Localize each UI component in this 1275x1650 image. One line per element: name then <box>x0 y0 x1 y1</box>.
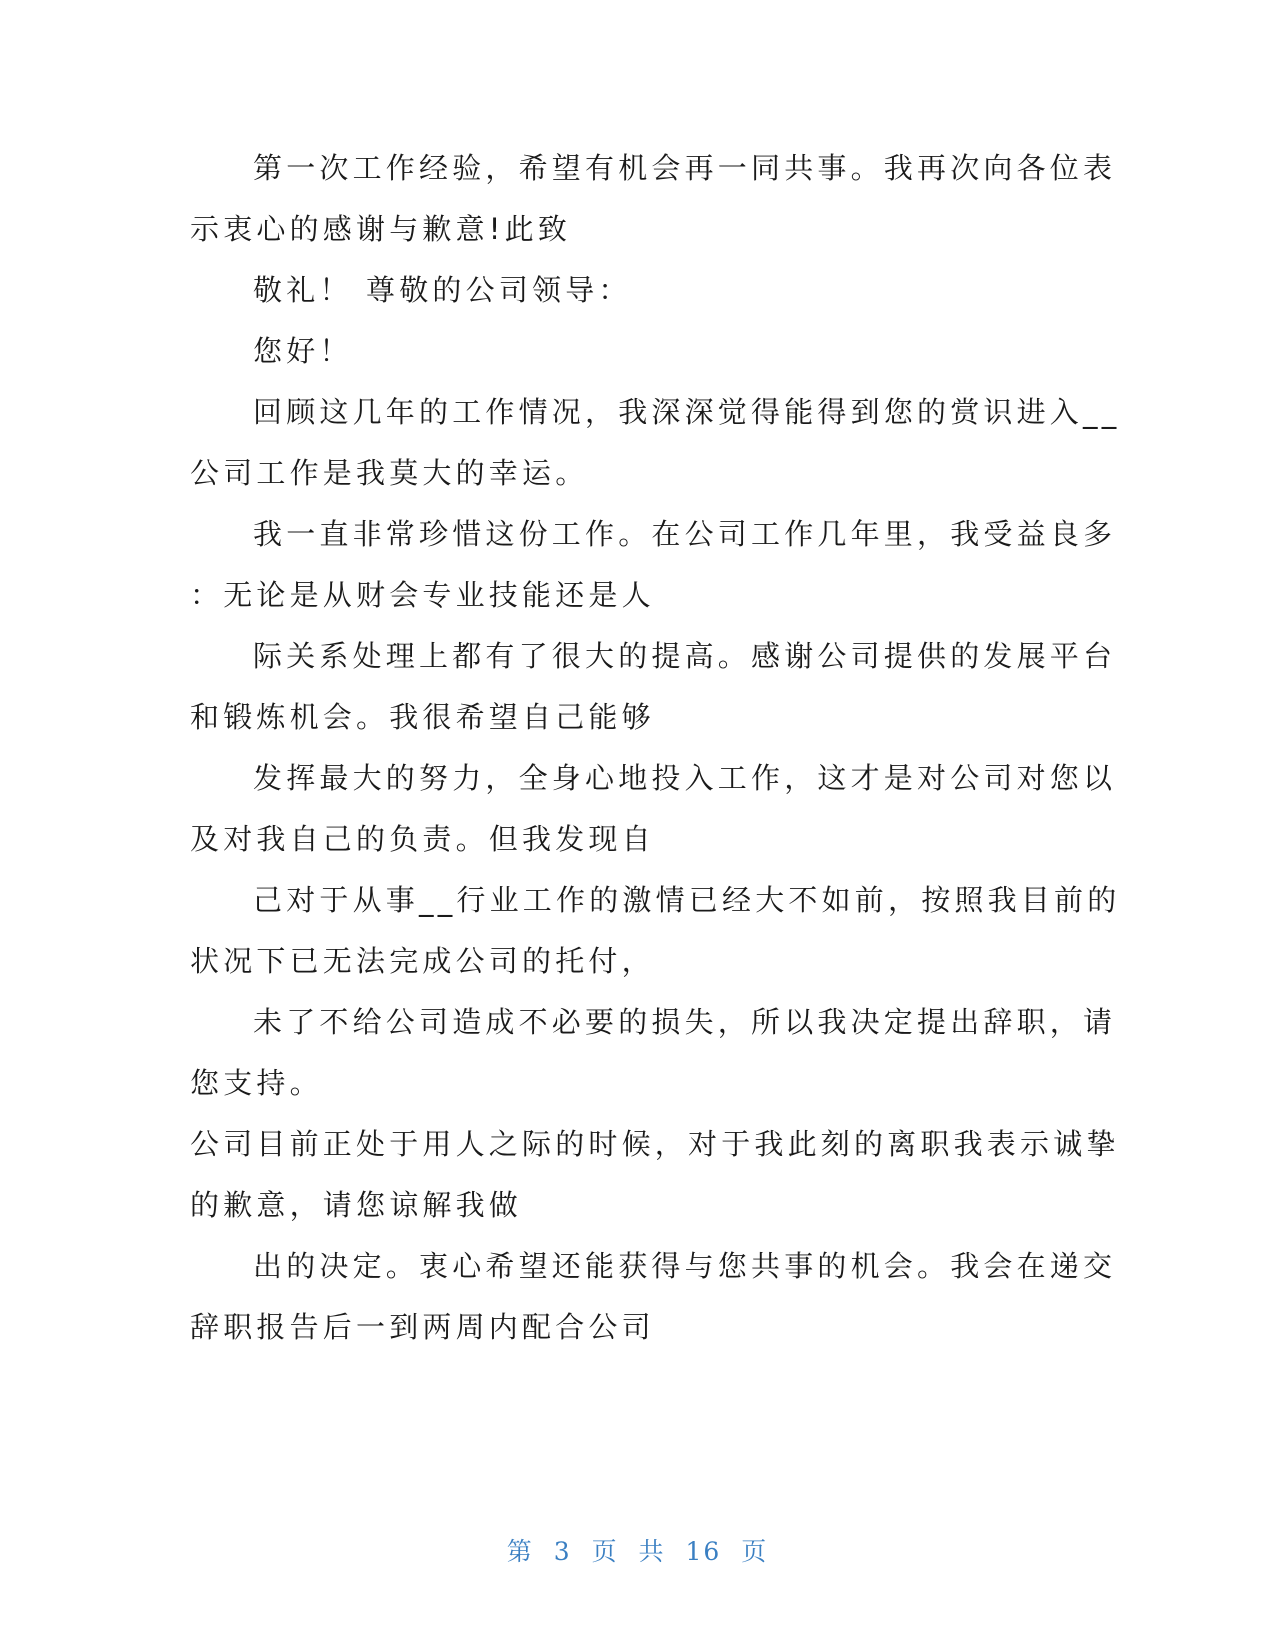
text-line: 我一直非常珍惜这份工作。在公司工作几年里，我受益良多 <box>253 517 1117 551</box>
text-line: 公司目前正处于用人之际的时候，对于我此刻的离职我表示诚挚 <box>190 1127 1120 1161</box>
document-body <box>190 138 1121 1358</box>
text-line: 辞职报告后一到两周内配合公司 <box>190 1310 655 1344</box>
text-line: 及对我自己的负责。但我发现自 <box>190 822 655 856</box>
text-line: 状况下已无法完成公司的托付， <box>190 944 655 978</box>
text-line: 际关系处理上都有了很大的提高。感谢公司提供的发展平台 <box>253 639 1117 673</box>
text-line: 发挥最大的努力，全身心地投入工作，这才是对公司对您以 <box>253 761 1117 795</box>
text-line: 未了不给公司造成不必要的损失，所以我决定提出辞职，请 <box>253 1005 1117 1039</box>
text-line: 敬礼！ 尊敬的公司领导： <box>253 273 632 307</box>
text-line: 示衷心的感谢与歉意!此致 <box>190 212 572 246</box>
text-line: 您支持。 <box>190 1066 323 1100</box>
text-line: 出的决定。衷心希望还能获得与您共事的机会。我会在递交 <box>253 1249 1117 1283</box>
text-line: 和锻炼机会。我很希望自己能够 <box>190 700 655 734</box>
text-line: 己对于从事__行业工作的激情已经大不如前，按照我目前的 <box>253 883 1121 917</box>
text-line: 回顾这几年的工作情况，我深深觉得能得到您的赏识进入__ <box>253 395 1121 429</box>
text-line: 的歉意，请您谅解我做 <box>190 1188 523 1222</box>
text-line: ：无论是从财会专业技能还是人 <box>190 578 655 612</box>
text-line: 第一次工作经验，希望有机会再一同共事。我再次向各位表 <box>253 151 1117 185</box>
page-number-footer: 第 3 页 共 16 页 <box>506 1537 769 1566</box>
text-line: 公司工作是我莫大的幸运。 <box>190 456 589 490</box>
text-line: 您好！ <box>253 334 353 368</box>
